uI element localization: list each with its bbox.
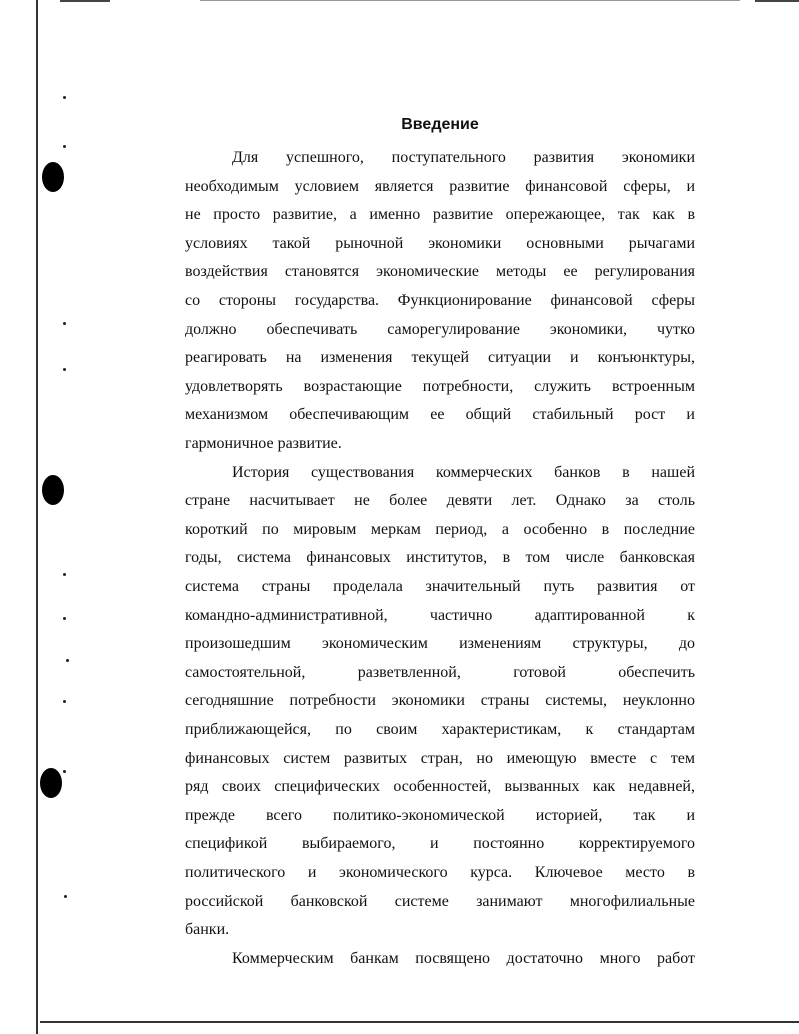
- paragraph-line: политического и экономического курса. Ключевое место в: [185, 864, 695, 881]
- paragraph-line: финансовых систем развитых стран, но имеющую вместе с тем: [185, 749, 695, 767]
- paragraph-line: удовлетворять возрастающие потребности, служить встроенным: [185, 377, 695, 395]
- paragraph-line: гармоничное развитие.: [185, 435, 342, 452]
- scan-speck: [63, 368, 66, 371]
- scan-speck: [63, 700, 66, 703]
- paragraph-line: со стороны государства. Функционирование финансовой сферы: [185, 292, 695, 309]
- paragraph-first-line: Для успешного, поступательного развития экономики: [232, 149, 695, 166]
- scan-edge-left: [36, 0, 38, 1034]
- paragraph-first-line: Коммерческим банкам посвящено достаточно много работ: [232, 949, 695, 967]
- paragraph-line: сегодняшние потребности экономики страны системы, неуклонно: [185, 692, 695, 710]
- paragraph-line: годы, система финансовых институтов, в том числе банковская: [185, 549, 695, 567]
- paragraph-line: спецификой выбираемого, и постоянно корректируемого: [185, 835, 695, 853]
- punch-hole: [42, 162, 64, 192]
- paragraph-line: необходимым условием является развитие финансовой сферы, и: [185, 177, 695, 195]
- punch-hole: [42, 475, 64, 505]
- scan-speck: [64, 895, 67, 898]
- scan-speck: [63, 573, 66, 576]
- scan-speck: [66, 659, 69, 662]
- punch-hole: [40, 768, 62, 798]
- scan-speck: [63, 617, 66, 620]
- paragraph-line: не просто развитие, а именно развитие опережающее, так как в: [185, 206, 695, 224]
- scan-edge-top: [755, 0, 799, 2]
- scan-speck: [63, 770, 66, 773]
- page-title: Введение: [401, 116, 479, 133]
- scan-edge-bottom: [40, 1021, 799, 1023]
- paragraph-line: реагировать на изменения текущей ситуации и конъюнктуры,: [185, 349, 695, 367]
- paragraph-line: произошедшим экономическим изменениям структуры, до: [185, 635, 695, 653]
- paragraph-line: командно-административной, частично адаптированной к: [185, 606, 695, 624]
- scan-edge-top: [60, 0, 110, 2]
- paragraph-line: стране насчитывает не более девяти лет. Однако за столь: [185, 492, 695, 510]
- paragraph-line: должно обеспечивать саморегулирование экономики, чутко: [185, 320, 695, 338]
- paragraph-line: приближающейся, по своим характеристикам, к стандартам: [185, 721, 695, 738]
- scan-speck: [63, 96, 66, 99]
- paragraph-line: короткий по мировым меркам период, а особенно в последние: [185, 520, 695, 538]
- paragraph-line: ряд своих специфических особенностей, вызванных как недавней,: [185, 778, 695, 796]
- scan-speck: [63, 322, 66, 325]
- paragraph-line: воздействия становятся экономические методы ее регулирования: [185, 263, 695, 281]
- paragraph-line: механизмом обеспечивающим ее общий стабильный рост и: [185, 406, 695, 424]
- paragraph-line: самостоятельной, разветвленной, готовой обеспечить: [185, 663, 695, 681]
- paragraph-line: российской банковской системе занимают многофилиальные: [185, 892, 695, 910]
- paragraph-first-line: История существования коммерческих банков в нашей: [232, 463, 695, 481]
- paragraph-line: прежде всего политико-экономической историей, так и: [185, 806, 695, 824]
- paragraph-line: условиях такой рыночной экономики основными рычагами: [185, 234, 695, 252]
- scan-edge-top: [200, 0, 740, 1]
- scan-speck: [63, 145, 66, 148]
- paragraph-line: банки.: [185, 921, 230, 939]
- paragraph-line: система страны проделала значительный путь развития от: [185, 578, 695, 595]
